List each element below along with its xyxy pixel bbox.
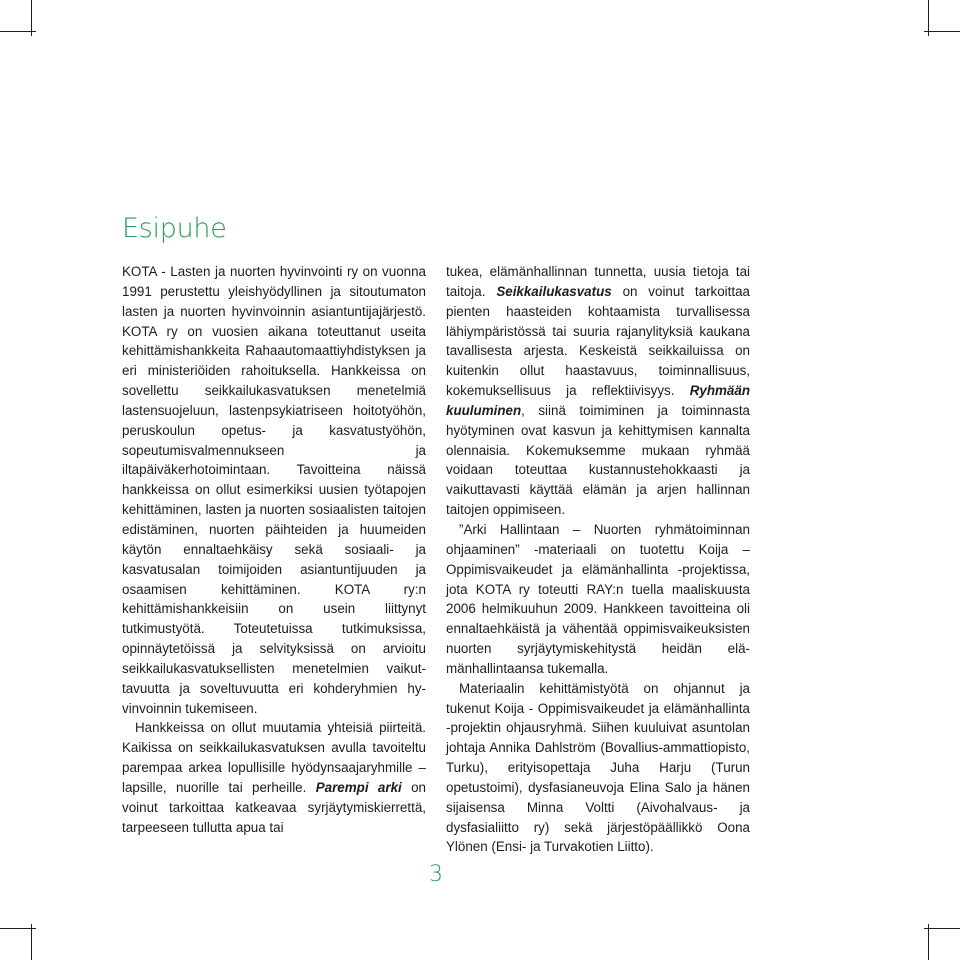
crop-mark-bottom-right <box>928 924 929 960</box>
page-heading: Esipuhe <box>122 213 227 244</box>
crop-mark-top-right-h <box>924 31 960 32</box>
paragraph-continued-mid: on voinut tarkoittaa pienten haasteiden kohtaamista turvallisessa lähiympäristössä tai suuria rajanylityksiä kaukana tavallisesta arjesta. Keskeistä seikkailuissa on kuitenkin ollut haastavuus, toiminnallisuus, kokemuksellisuus ja reflektiivisyys. <box>446 283 750 399</box>
emphasis-ryhmaan-kuuluminen: Ryhmään kuuluminen <box>446 383 750 418</box>
paragraph-intro <box>122 262 426 718</box>
crop-mark-bottom-right-h <box>924 928 960 929</box>
crop-mark-top-left-h <box>0 31 36 32</box>
paragraph-continued-text: tukea, elämänhallinnan tunnetta, uusia tietoja tai taitoja. <box>446 264 750 299</box>
paragraph-continued <box>446 262 750 520</box>
paragraph-intro-text: KOTA - Lasten ja nuorten hyvinvointi ry on vuonna 1991 perustettu yleishyödyllinen ja sitoutumaton lasten ja nuorten hyvinvoinnin asiantuntijajärjestö. KOTA ry on vuosien aikana toteuttanut useita kehittämishankkeita Rahaautomaattiyhdistyksen ja eri ministeriöiden rahoituksella. Hankkeissa on sovellettu seikkailukasvatuksen menetelmiä lastensuojeluun, lastenpsykiatriseen hoitotyöhön, peruskoulun opetus- ja kasvatustyöhön, sopeutumisvalmennukseen ja iltapäiväkerhotoimintaan. Tavoitteina näissä hankkeissa on ollut esimerkiksi uusien työtapojen kehittäminen, lasten ja nuorten sosiaalisten taitojen edistäminen, nuorten päihteiden ja huumeiden käytön ennaltaehkäisy sekä sosiaali- ja kasvatusalan toimijoiden asiantuntijuuden ja osaamisen kehittäminen. KOTA ry:n kehittämishankkeisiin on usein liittynyt tutkimustyötä. Toteutetuissa tutkimuksissa, opinnäytetöissä ja selvityksissä on arvioitu seikkailukasvatuksellisten menetelmien vaikuttavuutta ja soveltuvuutta eri kohderyhmien hyvinvoinnin tukemiseen. <box>122 264 426 716</box>
paragraph-common-features-cont: on voinut tarkoittaa katkeavaa syrjäytymiskierrettä, tarpeeseen tullutta apua tai <box>122 779 426 835</box>
emphasis-seikkailukasvatus: Seikkailukasvatus <box>496 283 612 299</box>
left-column <box>122 262 426 837</box>
right-column <box>446 262 750 857</box>
paragraph-common-features-text: Hankkeissa on ollut muutamia yhteisiä piirteitä. Kaikissa on seikkailukasvatuksen avulla tavoiteltu parempaa arkea lopullisille hyödynsaajaryhmille – lapsille, nuorille tai perheille. <box>122 720 426 795</box>
crop-mark-bottom-left-h <box>0 928 36 929</box>
paragraph-material: ”Arki Hallintaan – Nuorten ryhmätoiminnan ohjaaminen” -materiaali on tuotettu Koija – Oppimisvaikeudet ja elämänhallinta -projektissa, jota KOTA ry toteutti RAY:n tuella maaliskuusta 2006 helmikuuhun 2009. Hankkeen tavoitteina oli ennaltaehkäistä ja vähentää oppimisvaikeuksisten nuorten syrjäytymiskehitystä heidän elämänhallintaansa tukemalla. <box>446 521 750 676</box>
paragraph-common-features <box>122 718 426 837</box>
paragraph-continued-end: , siinä toimiminen ja toiminnasta hyötyminen ovat kasvun ja kehittymisen kannalta olennaisia. Kokemuksemme mukaan ryhmää voidaan toteuttaa kustannustehokkaasti ja vaikuttavasti käyttää elämän ja arjen hallinnan taitojen oppimiseen. <box>446 402 750 518</box>
page-number: 3 <box>429 862 443 887</box>
paragraph-steering-group: Materiaalin kehittämistyötä on ohjannut ja tukenut Koija - Oppimisvaikeudet ja elämänhallinta -projektin ohjausryhmä. Siihen kuuluivat asuntolan johtaja Annika Dahlström (Bovallius-ammattiopisto, Turku), erityisopettaja Juha Harju (Turun opetustoimi), dysfasianeuvoja Elina Salo ja hänen sijaisensa Minna Voltti (Aivohalvaus- ja dysfasialiitto ry) sekä järjestöpäällikkö Oona Ylönen (Ensi- ja Turvakotien Liitto). <box>446 680 750 855</box>
emphasis-parempi-arki: Parempi arki <box>315 779 402 795</box>
crop-mark-bottom-left <box>31 924 32 960</box>
